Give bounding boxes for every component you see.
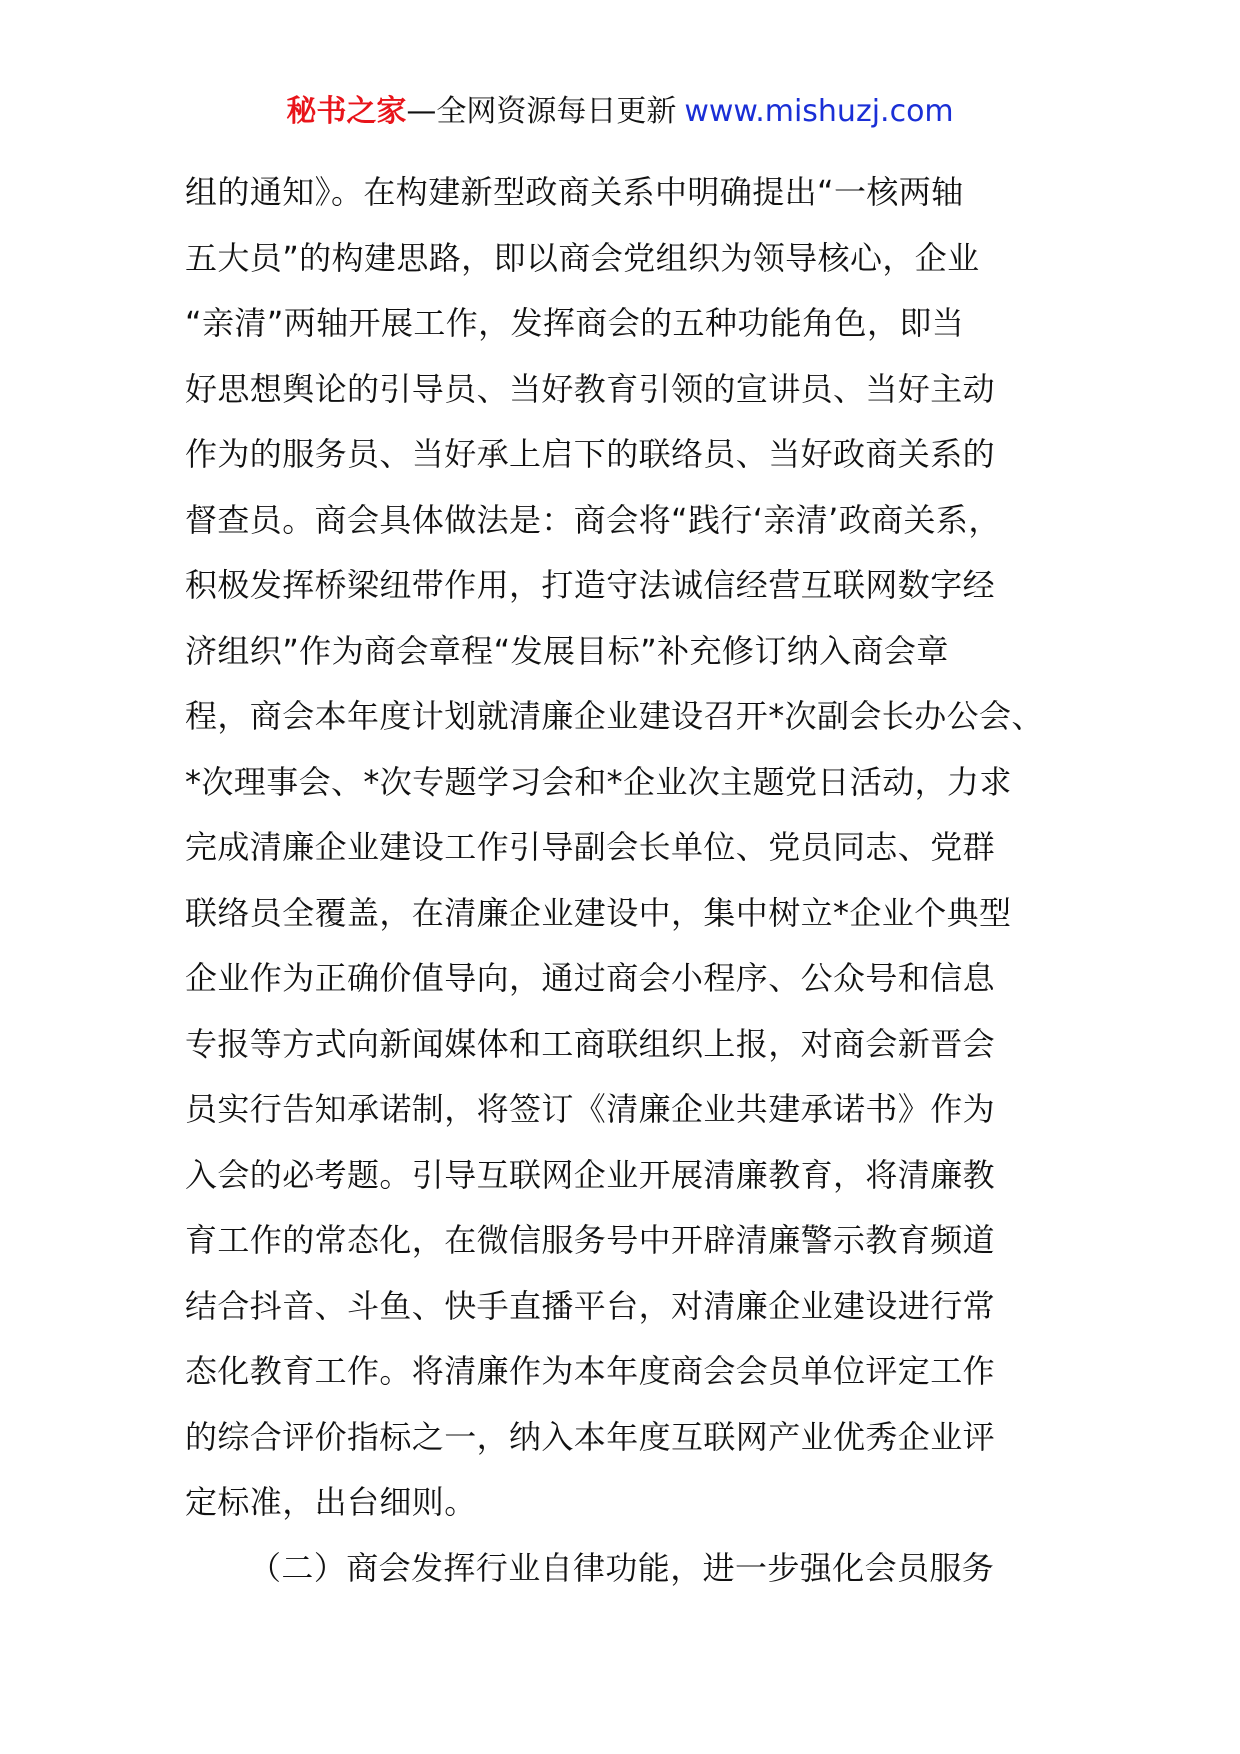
body-line: 结合抖音、斗鱼、快手直播平台，对清廉企业建设进行常 <box>185 1286 996 1325</box>
body-line: 济组织”作为商会章程“发展目标”补充修订纳入商会章 <box>185 631 949 670</box>
site-url-link[interactable]: www.mishuzj.com <box>684 94 954 129</box>
body-line: 督查员。商会具体做法是：商会将“践行‘亲清’政商关系， <box>185 500 1001 539</box>
body-line: 专报等方式向新闻媒体和工商联组织上报，对商会新晋会 <box>185 1024 996 1063</box>
section-heading: （二）商会发挥行业自律功能，进一步强化会员服务 <box>249 1548 995 1587</box>
body-line: 育工作的常态化，在微信服务号中开辟清廉警示教育频道 <box>185 1221 996 1259</box>
body-line: 积极发挥桥梁纽带作用，打造守法诚信经营互联网数字经 <box>185 566 996 604</box>
body-line: 作为的服务员、当好承上启下的联络员、当好政商关系的 <box>185 435 996 473</box>
body-line: 入会的必考题。引导互联网企业开展清廉教育，将清廉教 <box>185 1155 996 1194</box>
body-line: *次理事会、*次专题学习会和*企业次主题党日活动，力求 <box>185 762 1012 801</box>
body-line: 联络员全覆盖，在清廉企业建设中，集中树立*企业个典型 <box>185 893 1012 932</box>
document-body <box>185 160 1085 1601</box>
body-line: 五大员”的构建思路，即以商会党组织为领导核心，企业 <box>185 238 980 277</box>
page-header <box>0 92 1240 132</box>
body-line: “亲清”两轴开展工作，发挥商会的五种功能角色，即当 <box>185 304 965 342</box>
body-line: 企业作为正确价值导向，通过商会小程序、公众号和信息 <box>185 959 996 997</box>
site-tagline: —全网资源每日更新 <box>406 94 677 129</box>
body-line: 完成清廉企业建设工作引导副会长单位、党员同志、党群 <box>185 828 996 866</box>
body-line: 员实行告知承诺制，将签订《清廉企业共建承诺书》作为 <box>185 1090 996 1128</box>
body-line: 态化教育工作。将清廉作为本年度商会会员单位评定工作 <box>185 1352 996 1390</box>
body-line: 的综合评价指标之一，纳入本年度互联网产业优秀企业评 <box>185 1417 996 1456</box>
body-line: 组的通知》。在构建新型政商关系中明确提出“一核两轴 <box>185 173 964 211</box>
body-line: 程，商会本年度计划就清廉企业建设召开*次副会长办公会、 <box>185 697 1044 735</box>
body-line: 定标准，出台细则。 <box>185 1483 477 1521</box>
body-line: 好思想舆论的引导员、当好教育引领的宣讲员、当好主动 <box>185 369 996 408</box>
site-brand: 秘书之家 <box>286 94 407 129</box>
